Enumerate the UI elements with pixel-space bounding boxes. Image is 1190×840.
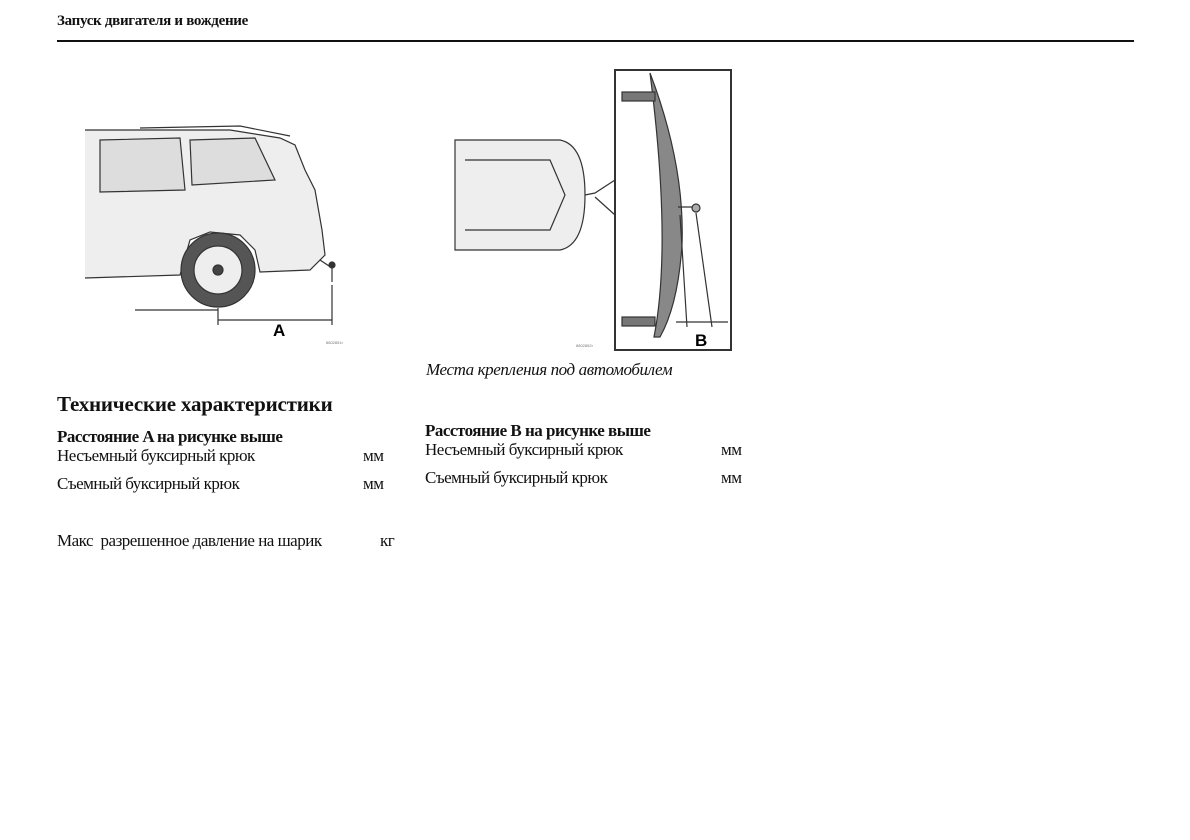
spec-unit: мм [363, 474, 384, 493]
spec-unit: мм [721, 440, 742, 459]
spec-row [425, 468, 765, 496]
specs-heading: Технические характеристики [57, 392, 333, 416]
car-side-illustration [80, 120, 370, 350]
distance-a-block [57, 428, 397, 502]
figure-code: 8802851r [326, 340, 343, 345]
spec-unit: мм [721, 468, 742, 487]
max-load-block [57, 531, 417, 559]
spec-label: Несъемный буксирный крюк [425, 440, 623, 459]
label-b: B [695, 331, 708, 350]
spec-label: Съемный буксирный крюк [57, 474, 240, 493]
spec-row [425, 440, 765, 468]
spec-unit: кг [380, 531, 395, 550]
tow-bar-top-illustration [450, 65, 740, 355]
figure-caption: Места крепления под автомобилем [426, 360, 673, 379]
distance-b-block [425, 422, 765, 496]
section-header: Запуск двигателя и вождение [57, 13, 248, 29]
label-a: A [273, 321, 286, 340]
figure-code: 8802852r [576, 343, 593, 348]
distance-b-title: Расстояние B на рисунке выше [425, 421, 651, 440]
spec-row [57, 446, 397, 474]
spec-label: Макс разрешенное давление на шарик [57, 531, 322, 550]
spec-label: Несъемный буксирный крюк [57, 446, 255, 465]
spec-row [57, 474, 397, 502]
distance-a-title: Расстояние A на рисунке выше [57, 427, 283, 446]
spec-label: Съемный буксирный крюк [425, 468, 608, 487]
spec-unit: мм [363, 446, 384, 465]
header-rule [57, 40, 1134, 42]
spec-row [57, 531, 417, 559]
